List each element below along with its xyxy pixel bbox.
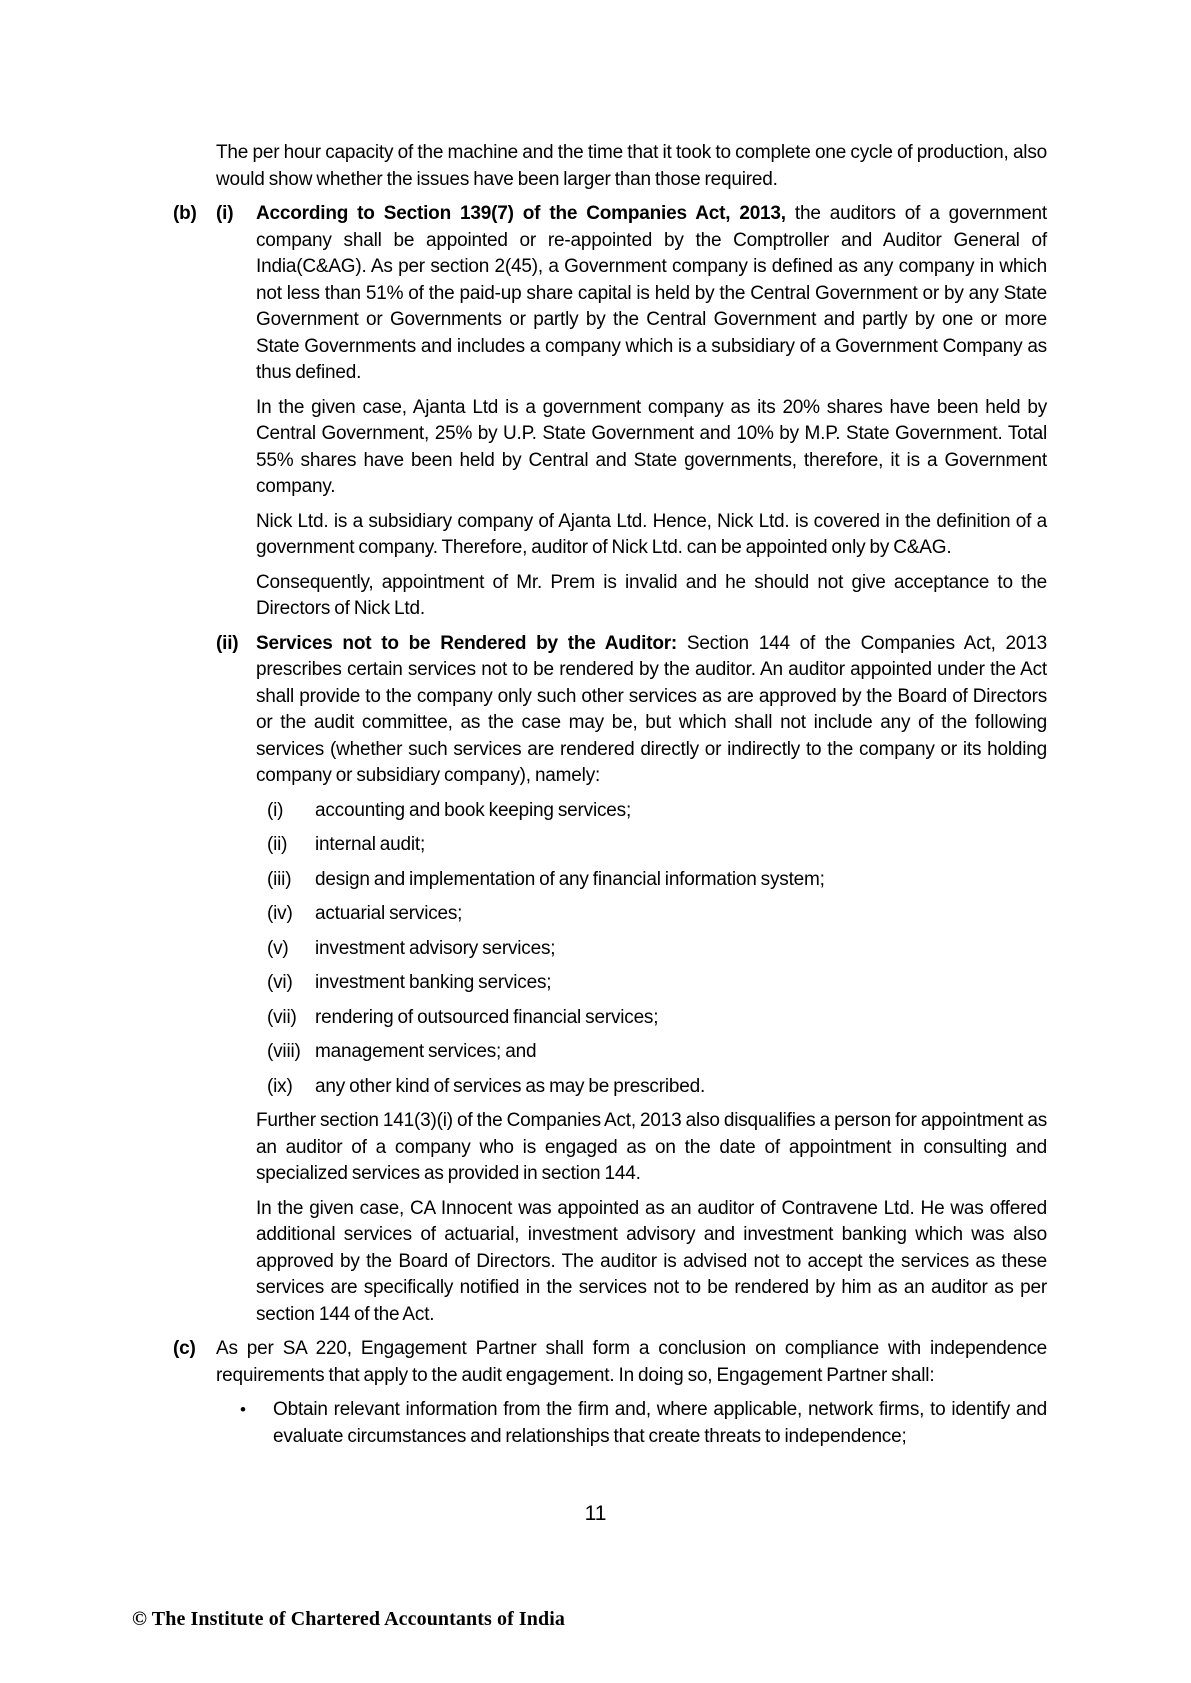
bullet-item xyxy=(240,1397,1047,1450)
sub-ii-case-paragraph: In the given case, CA Innocent was appointed as an auditor of Contravene Ltd. He was offered additional services of actuarial, investment advisory and investment banking which was also approved by the Board of Directors. The auditor is advised not to accept the services as these services are specifically notified in the services not to be rendered by him as an auditor as per section 144 of the Act. xyxy=(256,1197,1047,1325)
service-text: management services; and xyxy=(315,1041,537,1062)
service-text: design and implementation of any financial information system; xyxy=(315,868,825,890)
service-marker: (v) xyxy=(267,937,289,959)
sub-i-conclusion-paragraph: Consequently, appointment of Mr. Prem is invalid and he should not give acceptance to the Directors of Nick Ltd. xyxy=(256,571,1047,619)
item-b xyxy=(173,201,1047,1336)
service-marker: (ix) xyxy=(267,1075,293,1097)
intro-paragraph: The per hour capacity of the machine and the time that it took to complete one cycle of production, also would show whether the issues have been larger than those required. xyxy=(216,142,1047,190)
service-text: accounting and book keeping services; xyxy=(315,799,632,821)
service-list-item xyxy=(267,1039,1047,1066)
service-list-item xyxy=(267,832,1047,859)
service-marker: (vi) xyxy=(267,972,293,993)
service-list-item xyxy=(267,798,1047,825)
service-text: investment banking services; xyxy=(315,972,552,993)
service-list-item xyxy=(267,936,1047,963)
service-marker: (vii) xyxy=(267,1006,297,1028)
page-number: 11 xyxy=(584,1502,607,1525)
service-text: investment advisory services; xyxy=(315,937,556,959)
service-marker: (viii) xyxy=(267,1041,301,1062)
service-list-item xyxy=(267,901,1047,928)
sub-i-nick-paragraph: Nick Ltd. is a subsidiary company of Ajanta Ltd. Hence, Nick Ltd. is covered in the definition of a government company. Therefore, auditor of Nick Ltd. can be appointed only by C&AG. xyxy=(256,510,1047,558)
service-text: actuarial services; xyxy=(315,903,463,924)
item-b-sub-ii xyxy=(216,631,1047,1337)
sub-i-label: (i) xyxy=(216,203,234,224)
service-list-item xyxy=(267,867,1047,894)
page-body xyxy=(173,140,1047,1458)
service-list-item xyxy=(267,970,1047,997)
bullet-text: Obtain relevant information from the firm and, where applicable, network firms, to identify and evaluate circumstances and relationships that create threats to independence; xyxy=(273,1399,1047,1447)
service-marker: (ii) xyxy=(267,834,288,855)
service-marker: (iii) xyxy=(267,868,292,890)
sub-ii-lead-bold: Services not to be Rendered by the Auditor: xyxy=(256,632,678,654)
sub-ii-further-paragraph: Further section 141(3)(i) of the Companies Act, 2013 also disqualifies a person for appointment as an auditor of a company who is engaged as on the date of appointment in consulting and specialized services as provided in section 144. xyxy=(256,1110,1047,1184)
bullet-icon: • xyxy=(240,1400,246,1419)
item-c-label: (c) xyxy=(173,1338,196,1359)
item-b-sub-i xyxy=(216,201,1047,631)
service-marker: (iv) xyxy=(267,903,293,924)
sub-ii-lead-rest: Section 144 of the Companies Act, 2013 prescribes certain services not to be rendered by the auditor. An auditor appointed under the Act shall provide to the company only such other services as are approved by the Board of Directors or the audit committee, as the case may be, but which shall not include any of the following services (whether such services are rendered directly or indirectly to the company or its holding company or subsidiary company), namely: xyxy=(256,632,1047,786)
copyright-footer: © The Institute of Chartered Accountants of India xyxy=(132,1608,566,1630)
service-text: internal audit; xyxy=(315,834,426,855)
item-c-paragraph: As per SA 220, Engagement Partner shall form a conclusion on compliance with independence requirements that apply to the audit engagement. In doing so, Engagement Partner shall: xyxy=(216,1338,1047,1386)
service-text: any other kind of services as may be prescribed. xyxy=(315,1075,706,1097)
service-list-item xyxy=(267,1074,1047,1101)
item-b-label: (b) xyxy=(173,203,197,224)
service-text: rendering of outsourced financial services; xyxy=(315,1006,659,1028)
sub-i-case-paragraph: In the given case, Ajanta Ltd is a government company as its 20% shares have been held by Central Government, 25% by U.P. State Government and 10% by M.P. State Government. Total 55% shares have been held by Central and State governments, therefore, it is a Government company. xyxy=(256,396,1047,497)
service-list-item xyxy=(267,1005,1047,1032)
item-c xyxy=(173,1336,1047,1458)
sub-ii-lead-paragraph xyxy=(256,631,1047,790)
sub-i-lead-rest: the auditors of a government company shall be appointed or re-appointed by the Comptroller and Auditor General of India(C&AG). As per section 2(45), a Government company is defined as any company in which not less than 51% of the paid-up share capital is held by the Central Government or by any State Government or Governments or partly by the Central Government and partly by one or more State Governments and includes a company which is a subsidiary of a Government Company as thus defined. xyxy=(256,203,1047,383)
sub-i-lead-bold: According to Section 139(7) of the Companies Act, 2013, xyxy=(256,203,786,224)
sub-ii-label: (ii) xyxy=(216,632,239,654)
service-marker: (i) xyxy=(267,799,284,821)
sub-i-lead-paragraph xyxy=(256,201,1047,387)
